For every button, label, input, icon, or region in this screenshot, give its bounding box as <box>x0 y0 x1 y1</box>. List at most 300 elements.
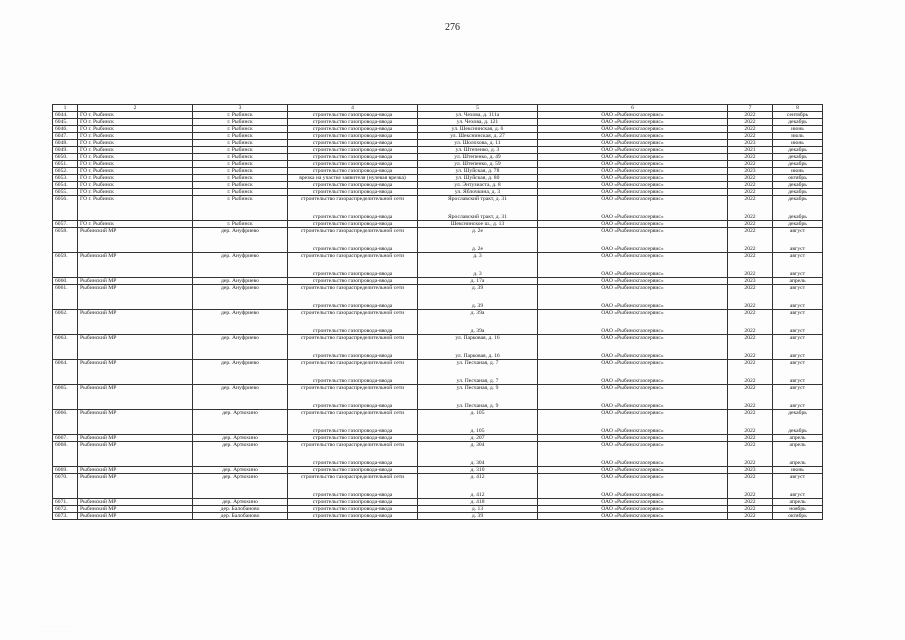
work-type: строительство газопровода-ввода <box>312 221 393 227</box>
municipality-cell: Рыбинский МР <box>78 442 193 467</box>
year-cell <box>728 126 773 133</box>
address: д. 2е <box>472 246 483 252</box>
municipality-cell: Рыбинский МР <box>78 278 193 285</box>
address: ул. Шолохова, д. 11 <box>454 140 501 146</box>
municipality-cell: Рыбинский МР <box>78 310 193 335</box>
organization-cell <box>538 335 728 360</box>
settlement-cell: дер. Ануфриево <box>193 310 288 335</box>
year: 2022 <box>744 119 756 125</box>
municipality-cell: ГО г. Рыбинск <box>78 175 193 182</box>
address-cell <box>418 360 538 385</box>
address: д. 3 <box>473 253 482 259</box>
organization: ОАО «Рыбинскгазсервис» <box>601 271 664 277</box>
work-type: строительство газопровода-ввода <box>312 147 393 153</box>
municipality-cell: ГО г. Рыбинск <box>78 182 193 189</box>
organization-cell <box>538 189 728 196</box>
year-cell <box>728 140 773 147</box>
address-cell <box>418 499 538 506</box>
month: август <box>789 403 806 409</box>
year-cell <box>728 147 773 154</box>
month: июль <box>791 133 804 139</box>
municipality-cell: ГО г. Рыбинск <box>78 161 193 168</box>
organization-cell <box>538 310 728 335</box>
month: август <box>789 378 806 384</box>
year: 2022 <box>744 310 756 316</box>
work-type: строительство газораспределительной сети <box>300 474 405 480</box>
work-type: строительство газопровода-ввода <box>312 403 393 409</box>
organization-cell <box>538 467 728 474</box>
settlement-cell: дер. Ануфриево <box>193 285 288 310</box>
year-cell <box>728 410 773 435</box>
work-type: строительство газопровода-ввода <box>312 119 393 125</box>
month-cell <box>773 435 823 442</box>
address-cell <box>418 467 538 474</box>
year: 2022 <box>744 499 756 505</box>
municipality-cell: Рыбинский МР <box>78 228 193 253</box>
year-cell <box>728 385 773 410</box>
work-type: строительство газопровода-ввода <box>312 168 393 174</box>
municipality-cell: Рыбинский МР <box>78 253 193 278</box>
year-cell <box>728 119 773 126</box>
work-type-cell <box>288 385 418 410</box>
month-cell <box>773 119 823 126</box>
work-type: строительство газопровода-ввода <box>312 506 393 512</box>
settlement-cell: дер. Ануфриево <box>193 385 288 410</box>
address-cell <box>418 474 538 499</box>
year-cell <box>728 335 773 360</box>
month: июнь <box>791 126 804 132</box>
organization-cell <box>538 442 728 467</box>
work-type: строительство газопровода-ввода <box>312 378 393 384</box>
work-type: строительство газопровода-ввода <box>312 189 393 195</box>
work-type: строительство газопровода-ввода <box>312 492 393 498</box>
address-cell <box>418 154 538 161</box>
organization: ОАО «Рыбинскгазсервис» <box>601 161 664 167</box>
month: декабрь <box>788 410 807 416</box>
year-cell <box>728 133 773 140</box>
row-number-cell: 6071. <box>53 499 78 506</box>
address: Ярославский тракт, д. 31 <box>448 214 507 220</box>
address-cell <box>418 189 538 196</box>
organization-cell <box>538 119 728 126</box>
organization: ОАО «Рыбинскгазсервис» <box>601 303 664 309</box>
month-cell <box>773 140 823 147</box>
organization: ОАО «Рыбинскгазсервис» <box>601 253 664 259</box>
organization: ОАО «Рыбинскгазсервис» <box>601 285 664 291</box>
address-cell <box>418 310 538 335</box>
organization-cell <box>538 385 728 410</box>
row-number-cell: 6072. <box>53 506 78 513</box>
table-row <box>53 310 823 335</box>
organization: ОАО «Рыбинскгазсервис» <box>601 154 664 160</box>
organization: ОАО «Рыбинскгазсервис» <box>601 442 664 448</box>
year: 2022 <box>744 403 756 409</box>
month-cell <box>773 133 823 140</box>
work-type-cell <box>288 474 418 499</box>
year: 2023 <box>744 168 756 174</box>
work-type: строительство газораспределительной сети <box>300 196 405 202</box>
row-number-cell: 6052. <box>53 168 78 175</box>
work-type-cell <box>288 253 418 278</box>
year: 2022 <box>744 435 756 441</box>
work-type: строительство газопровода-ввода <box>312 126 393 132</box>
month: август <box>789 492 806 498</box>
organization: ОАО «Рыбинскгазсервис» <box>601 410 664 416</box>
table-row <box>53 228 823 253</box>
work-type: строительство газопровода-ввода <box>312 328 393 334</box>
organization: ОАО «Рыбинскгазсервис» <box>601 435 664 441</box>
organization-cell <box>538 360 728 385</box>
municipality-cell: ГО г. Рыбинск <box>78 133 193 140</box>
month: декабрь <box>788 147 807 153</box>
month: август <box>789 228 806 234</box>
address: д. 39а <box>470 310 485 316</box>
month: август <box>789 335 806 341</box>
row-number-cell: 6063. <box>53 335 78 360</box>
municipality-cell: Рыбинский МР <box>78 513 193 520</box>
row-number-cell: 6064. <box>53 360 78 385</box>
year: 2022 <box>744 378 756 384</box>
organization: ОАО «Рыбинскгазсервис» <box>601 353 664 359</box>
address: ул. Шекснинская, д. 27 <box>450 133 505 139</box>
table-row <box>53 221 823 228</box>
year: 2021 <box>744 147 756 153</box>
month-cell <box>773 253 823 278</box>
work-type: строительство газопровода-ввода <box>312 499 393 505</box>
row-number-cell: 6054. <box>53 182 78 189</box>
table-row <box>53 175 823 182</box>
address: д. 39 <box>471 303 484 309</box>
year-cell <box>728 310 773 335</box>
year: 2022 <box>744 246 756 252</box>
year: 2022 <box>744 460 756 466</box>
table-row <box>53 154 823 161</box>
work-type-cell <box>288 335 418 360</box>
table-row <box>53 196 823 221</box>
settlement-cell: дер. Балобаново <box>193 506 288 513</box>
month: август <box>789 385 806 391</box>
work-type-cell <box>288 285 418 310</box>
address: ул. Парковая, д. 16 <box>455 353 500 359</box>
municipality-cell: Рыбинский МР <box>78 335 193 360</box>
municipality-cell: Рыбинский МР <box>78 467 193 474</box>
month-cell <box>773 410 823 435</box>
settlement-cell: г. Рыбинск <box>193 126 288 133</box>
work-type: строительство газопровода-ввода <box>312 467 393 473</box>
address: д. 39 <box>471 285 484 291</box>
organization: ОАО «Рыбинскгазсервис» <box>601 310 664 316</box>
address: ул. Чехова, д. 121 <box>456 119 499 125</box>
scan-artifact: · · · · · · · · · · <box>36 624 78 629</box>
month: сентябрь <box>786 112 809 118</box>
work-type: строительство газопровода-ввода <box>312 278 393 284</box>
address: ул. Шуйская, д. 78 <box>455 168 500 174</box>
settlement-cell: дер. Ануфриево <box>193 253 288 278</box>
settlement-cell: г. Рыбинск <box>193 196 288 221</box>
table-row <box>53 513 823 520</box>
year: 2022 <box>744 175 756 181</box>
year-cell <box>728 168 773 175</box>
year: 2022 <box>744 328 756 334</box>
municipality-cell: Рыбинский МР <box>78 385 193 410</box>
settlement-cell: дер. Артюхино <box>193 435 288 442</box>
address: д. 17а <box>470 278 485 284</box>
organization: ОАО «Рыбинскгазсервис» <box>601 175 664 181</box>
organization: ОАО «Рыбинскгазсервис» <box>601 513 664 519</box>
year: 2022 <box>744 182 756 188</box>
organization-cell <box>538 182 728 189</box>
address-cell <box>418 385 538 410</box>
organization: ОАО «Рыбинскгазсервис» <box>601 126 664 132</box>
year-cell <box>728 360 773 385</box>
month: декабрь <box>788 221 807 227</box>
year-cell <box>728 154 773 161</box>
table-row <box>53 506 823 513</box>
work-type: строительство газораспределительной сети <box>300 442 405 448</box>
address: д. 105 <box>470 428 485 434</box>
month-cell <box>773 221 823 228</box>
settlement-cell: г. Рыбинск <box>193 189 288 196</box>
month: июнь <box>791 140 804 146</box>
work-type: врезка на участке заявителя (нулевая врезка) <box>299 175 406 181</box>
work-type: строительство газопровода-ввода <box>312 133 393 139</box>
year: 2022 <box>744 360 756 366</box>
address: ул. Энтузиаста, д. 8 <box>454 182 501 188</box>
row-number-cell: 6061. <box>53 285 78 310</box>
organization: ОАО «Рыбинскгазсервис» <box>601 428 664 434</box>
municipality-cell: Рыбинский МР <box>78 360 193 385</box>
address: д. 412 <box>470 492 485 498</box>
address-cell <box>418 442 538 467</box>
organization: ОАО «Рыбинскгазсервис» <box>601 147 664 153</box>
column-number-6: 6 <box>538 105 728 112</box>
month-cell <box>773 182 823 189</box>
work-type: строительство газопровода-ввода <box>312 353 393 359</box>
settlement-cell: г. Рыбинск <box>193 133 288 140</box>
organization: ОАО «Рыбинскгазсервис» <box>601 168 664 174</box>
table-row <box>53 126 823 133</box>
address-cell <box>418 506 538 513</box>
month-cell <box>773 285 823 310</box>
address: ул. Шекснинская, д. 6 <box>451 126 504 132</box>
work-type-cell <box>288 196 418 221</box>
year-cell <box>728 228 773 253</box>
organization: ОАО «Рыбинскгазсервис» <box>601 360 664 366</box>
settlement-cell: дер. Ануфриево <box>193 360 288 385</box>
row-number-cell: 6060. <box>53 278 78 285</box>
table-row <box>53 385 823 410</box>
address-cell <box>418 278 538 285</box>
address: д. 304 <box>470 442 485 448</box>
municipality-cell: Рыбинский МР <box>78 285 193 310</box>
month-cell <box>773 513 823 520</box>
work-type-cell <box>288 175 418 182</box>
work-type-cell <box>288 126 418 133</box>
month-cell <box>773 385 823 410</box>
municipality-cell: ГО г. Рыбинск <box>78 112 193 119</box>
year: 2022 <box>744 221 756 227</box>
year-cell <box>728 175 773 182</box>
column-number-3: 3 <box>193 105 288 112</box>
year-cell <box>728 474 773 499</box>
table-row <box>53 467 823 474</box>
organization-cell <box>538 161 728 168</box>
settlement-cell: дер. Артюхино <box>193 474 288 499</box>
municipality-cell: ГО г. Рыбинск <box>78 140 193 147</box>
address-cell <box>418 119 538 126</box>
row-number-cell: 6056. <box>53 196 78 221</box>
month: апрель <box>789 499 806 505</box>
year-cell <box>728 161 773 168</box>
work-type: строительство газопровода-ввода <box>312 428 393 434</box>
work-type-cell <box>288 140 418 147</box>
address: д. 3 <box>473 271 482 277</box>
row-number-cell: 6059. <box>53 253 78 278</box>
page-number: 276 <box>445 22 460 33</box>
month: октябрь <box>788 175 807 181</box>
row-number-cell: 6065. <box>53 385 78 410</box>
gasification-table <box>52 104 823 520</box>
work-type: строительство газопровода-ввода <box>312 303 393 309</box>
address-cell <box>418 221 538 228</box>
organization-cell <box>538 112 728 119</box>
organization: ОАО «Рыбинскгазсервис» <box>601 506 664 512</box>
month-cell <box>773 474 823 499</box>
work-type: строительство газопровода-ввода <box>312 112 393 118</box>
table-header-row <box>53 105 823 112</box>
column-number-5: 5 <box>418 105 538 112</box>
settlement-cell: г. Рыбинск <box>193 168 288 175</box>
address: Шекснинское ш., д. 13 <box>450 221 505 227</box>
month: август <box>789 271 806 277</box>
month: август <box>789 310 806 316</box>
year-cell <box>728 499 773 506</box>
municipality-cell: Рыбинский МР <box>78 474 193 499</box>
address: д. 39а <box>470 328 485 334</box>
month: декабрь <box>788 154 807 160</box>
work-type: строительство газопровода-ввода <box>312 182 393 188</box>
row-number-cell: 6067. <box>53 435 78 442</box>
work-type: строительство газопровода-ввода <box>312 513 393 519</box>
year: 2022 <box>744 410 756 416</box>
year: 2023 <box>744 467 756 473</box>
table-row <box>53 499 823 506</box>
address: ул. Песчаная, д. 7 <box>456 360 499 366</box>
row-number-cell: 6044. <box>53 112 78 119</box>
month-cell <box>773 112 823 119</box>
column-number-8: 8 <box>773 105 823 112</box>
year: 2022 <box>744 442 756 448</box>
settlement-cell: дер. Ануфриево <box>193 335 288 360</box>
address: ул. Песчаная, д. 9 <box>456 403 499 409</box>
month: август <box>789 246 806 252</box>
year-cell <box>728 221 773 228</box>
work-type: строительство газораспределительной сети <box>300 228 405 234</box>
month: апрель <box>789 460 806 466</box>
year: 2022 <box>744 126 756 132</box>
month-cell <box>773 161 823 168</box>
organization-cell <box>538 154 728 161</box>
month: октябрь <box>788 513 807 519</box>
row-number-cell: 6049. <box>53 147 78 154</box>
table-row <box>53 335 823 360</box>
address: Ярославский тракт, д. 31 <box>448 196 507 202</box>
year: 2022 <box>744 506 756 512</box>
settlement-cell: дер. Артюхино <box>193 467 288 474</box>
year: 2022 <box>744 112 756 118</box>
settlement-cell: дер. Артюхино <box>193 499 288 506</box>
month: декабрь <box>788 161 807 167</box>
month: декабрь <box>788 196 807 202</box>
month-cell <box>773 126 823 133</box>
table-row <box>53 278 823 285</box>
organization: ОАО «Рыбинскгазсервис» <box>601 474 664 480</box>
work-type-cell <box>288 310 418 335</box>
work-type-cell <box>288 154 418 161</box>
municipality-cell: Рыбинский МР <box>78 410 193 435</box>
year: 2022 <box>744 228 756 234</box>
work-type: строительство газораспределительной сети <box>300 310 405 316</box>
work-type-cell <box>288 513 418 520</box>
row-number-cell: 6050. <box>53 154 78 161</box>
address-cell <box>418 133 538 140</box>
year-cell <box>728 513 773 520</box>
organization-cell <box>538 499 728 506</box>
month: декабрь <box>788 119 807 125</box>
table-row <box>53 112 823 119</box>
work-type-cell <box>288 147 418 154</box>
settlement-cell: г. Рыбинск <box>193 112 288 119</box>
month-cell <box>773 228 823 253</box>
organization-cell <box>538 435 728 442</box>
organization: ОАО «Рыбинскгазсервис» <box>601 214 664 220</box>
address: ул. Штепенко, д. 59 <box>454 161 501 167</box>
organization: ОАО «Рыбинскгазсервис» <box>601 378 664 384</box>
table-row <box>53 119 823 126</box>
month: август <box>789 353 806 359</box>
organization: ОАО «Рыбинскгазсервис» <box>601 182 664 188</box>
table-row <box>53 285 823 310</box>
organization-cell <box>538 285 728 310</box>
address: д. 310 <box>470 467 485 473</box>
organization-cell <box>538 513 728 520</box>
settlement-cell: дер. Ануфриево <box>193 278 288 285</box>
month-cell <box>773 360 823 385</box>
organization-cell <box>538 228 728 253</box>
address: д. 304 <box>470 460 485 466</box>
year-cell <box>728 506 773 513</box>
year-cell <box>728 112 773 119</box>
organization: ОАО «Рыбинскгазсервис» <box>601 278 664 284</box>
year: 2022 <box>744 492 756 498</box>
organization-cell <box>538 126 728 133</box>
year: 2022 <box>744 385 756 391</box>
address-cell <box>418 513 538 520</box>
settlement-cell: г. Рыбинск <box>193 175 288 182</box>
work-type-cell <box>288 499 418 506</box>
year: 2022 <box>744 161 756 167</box>
address-cell <box>418 410 538 435</box>
month: август <box>789 303 806 309</box>
organization-cell <box>538 147 728 154</box>
address: ул. Яблочкина, д. 3 <box>454 189 501 195</box>
address: д. 39 <box>471 513 484 519</box>
organization-cell <box>538 133 728 140</box>
work-type: строительство газопровода-ввода <box>312 460 393 466</box>
municipality-cell: ГО г. Рыбинск <box>78 119 193 126</box>
work-type-cell <box>288 228 418 253</box>
work-type-cell <box>288 189 418 196</box>
